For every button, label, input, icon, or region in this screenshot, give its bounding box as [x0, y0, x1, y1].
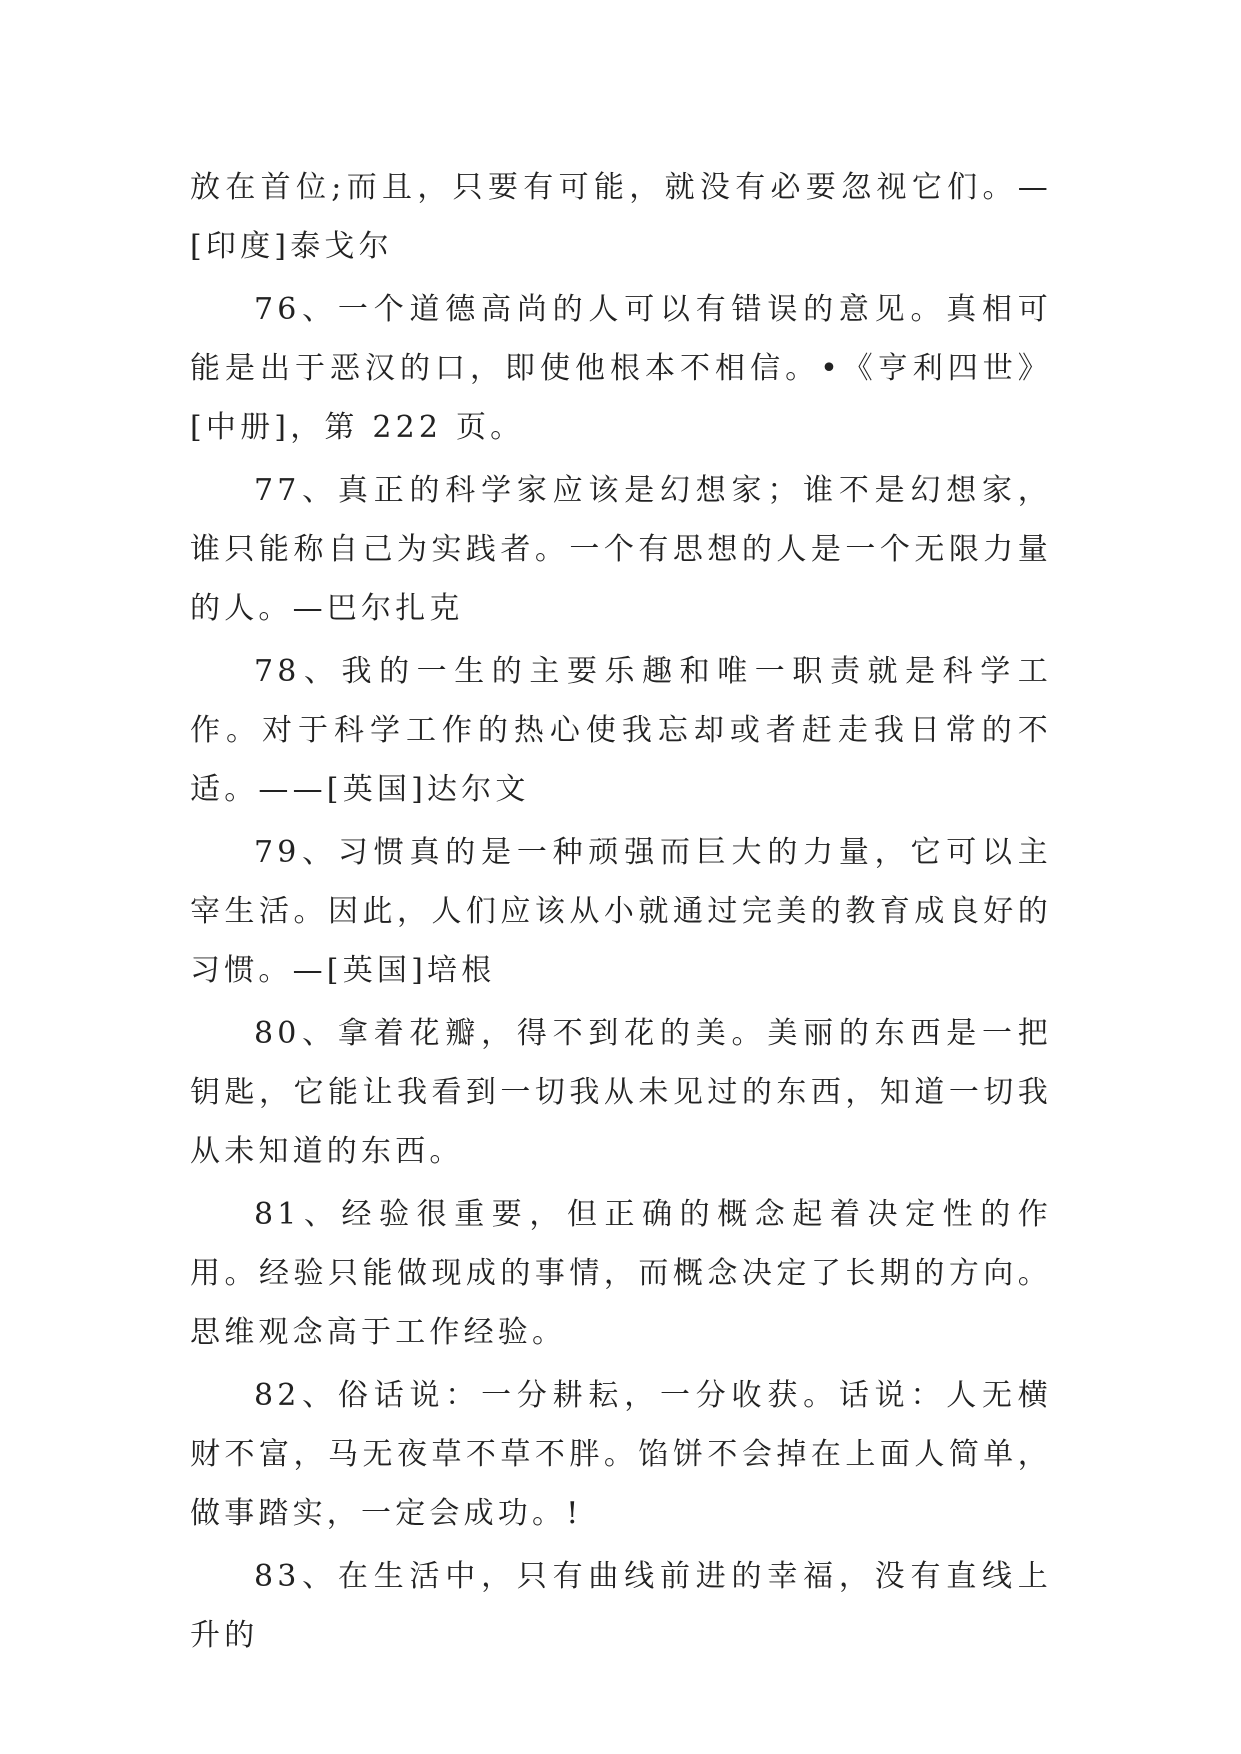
paragraph-76: 76、一个道德高尚的人可以有错误的意见。真相可能是出于恶汉的口，即使他根本不相信。•《亨利四世》[中册]，第 222 页。	[190, 292, 1052, 445]
paragraph-82: 82、俗话说：一分耕耘，一分收获。话说：人无横财不富，马无夜草不草不胖。馅饼不会掉在上面人简单，做事踏实，一定会成功。!	[190, 1378, 1052, 1531]
paragraph-81: 81、经验很重要，但正确的概念起着决定性的作用。经验只能做现成的事情，而概念决定了长期的方向。思维观念高于工作经验。	[190, 1197, 1052, 1350]
paragraph-83: 83、在生活中，只有曲线前进的幸福，没有直线上升的	[190, 1559, 1052, 1653]
paragraph-75-continuation: 放在首位;而且，只要有可能，就没有必要忽视它们。—[印度]泰戈尔	[190, 170, 1052, 264]
document-page	[190, 158, 1052, 1669]
paragraph-78: 78、我的一生的主要乐趣和唯一职责就是科学工作。对于科学工作的热心使我忘却或者赶走我日常的不适。——[英国]达尔文	[190, 654, 1052, 807]
paragraph-80: 80、拿着花瓣，得不到花的美。美丽的东西是一把钥匙，它能让我看到一切我从未见过的东西，知道一切我从未知道的东西。	[190, 1016, 1052, 1169]
paragraph-77: 77、真正的科学家应该是幻想家；谁不是幻想家，谁只能称自己为实践者。一个有思想的人是一个无限力量的人。—巴尔扎克	[190, 473, 1052, 626]
paragraph-79: 79、习惯真的是一种顽强而巨大的力量，它可以主宰生活。因此，人们应该从小就通过完美的教育成良好的习惯。—[英国]培根	[190, 835, 1052, 988]
